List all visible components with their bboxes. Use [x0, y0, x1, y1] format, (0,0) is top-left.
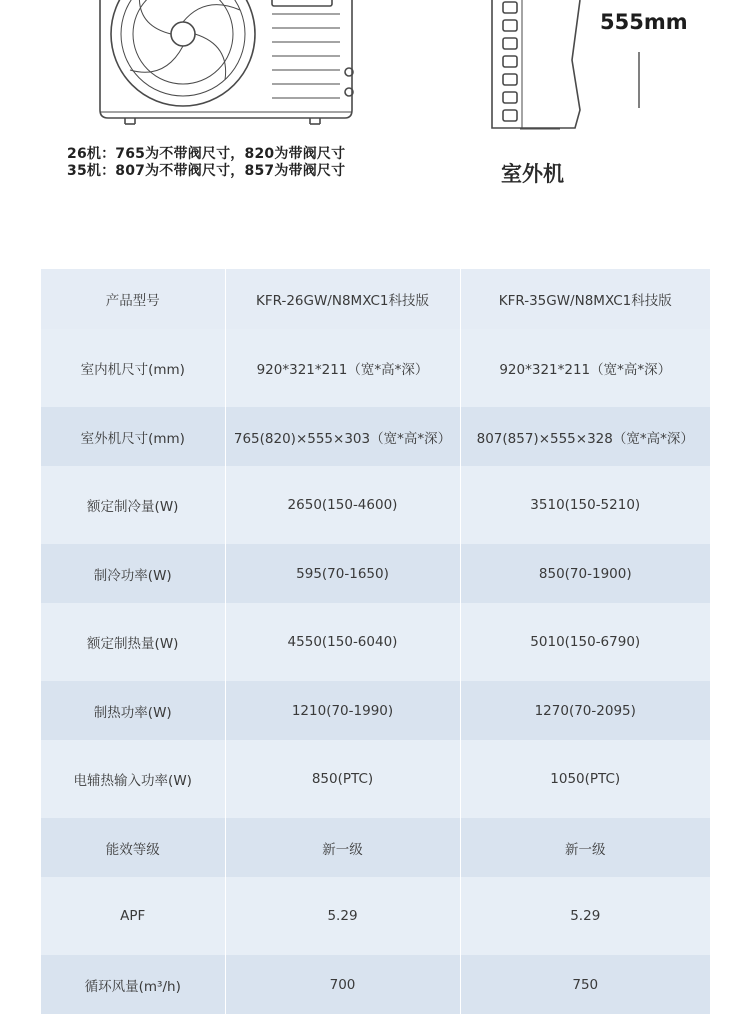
row-value-26: 700	[225, 955, 460, 1014]
row-value-26: 850(PTC)	[225, 740, 460, 818]
header-cell-label: 产品型号	[41, 269, 225, 329]
table-row	[41, 740, 710, 818]
table-row	[41, 681, 710, 740]
outdoor-unit-label: 室外机	[501, 162, 564, 186]
row-value-35: 5.29	[460, 877, 710, 955]
spec-table	[41, 269, 710, 1014]
row-label: 制热功率(W)	[41, 681, 225, 740]
header-cell-model-35: KFR-35GW/N8MXC1科技版	[460, 269, 710, 329]
outdoor-unit-drawing	[0, 0, 750, 240]
table-row	[41, 329, 710, 407]
table-header-row	[41, 269, 710, 329]
row-label: 循环风量(m³/h)	[41, 955, 225, 1014]
row-label: 室内机尺寸(mm)	[41, 329, 225, 407]
header-cell-model-26: KFR-26GW/N8MXC1科技版	[225, 269, 460, 329]
product-diagram	[0, 0, 750, 240]
row-value-26: 920*321*211（宽*高*深）	[225, 329, 460, 407]
row-value-26: 1210(70-1990)	[225, 681, 460, 740]
row-value-26: 2650(150-4600)	[225, 466, 460, 544]
row-value-35: 807(857)×555×328（宽*高*深）	[460, 407, 710, 466]
row-value-35: 1270(70-2095)	[460, 681, 710, 740]
row-label: 能效等级	[41, 818, 225, 877]
outdoor-unit-front-view	[100, 0, 353, 124]
row-label: APF	[41, 877, 225, 955]
row-value-35: 1050(PTC)	[460, 740, 710, 818]
size-note-26: 26机：765为不带阀尺寸，820为带阀尺寸	[67, 146, 346, 162]
row-value-35: 750	[460, 955, 710, 1014]
row-value-26: 765(820)×555×303（宽*高*深）	[225, 407, 460, 466]
row-value-26: 595(70-1650)	[225, 544, 460, 603]
height-dimension-label: 555mm	[600, 10, 688, 34]
table-row	[41, 466, 710, 544]
table-row	[41, 818, 710, 877]
row-value-26: 5.29	[225, 877, 460, 955]
row-value-35: 3510(150-5210)	[460, 466, 710, 544]
outdoor-unit-side-view	[492, 0, 580, 129]
row-label: 电辅热输入功率(W)	[41, 740, 225, 818]
size-note-35: 35机：807为不带阀尺寸，857为带阀尺寸	[67, 163, 346, 179]
row-value-26: 新一级	[225, 818, 460, 877]
row-value-26: 4550(150-6040)	[225, 603, 460, 681]
table-row	[41, 544, 710, 603]
table-row	[41, 603, 710, 681]
row-label: 室外机尺寸(mm)	[41, 407, 225, 466]
row-label: 额定制热量(W)	[41, 603, 225, 681]
row-value-35: 5010(150-6790)	[460, 603, 710, 681]
row-label: 制冷功率(W)	[41, 544, 225, 603]
table-row	[41, 877, 710, 955]
table-row	[41, 955, 710, 1014]
row-value-35: 新一级	[460, 818, 710, 877]
row-label: 额定制冷量(W)	[41, 466, 225, 544]
row-value-35: 850(70-1900)	[460, 544, 710, 603]
table-row	[41, 407, 710, 466]
row-value-35: 920*321*211（宽*高*深）	[460, 329, 710, 407]
